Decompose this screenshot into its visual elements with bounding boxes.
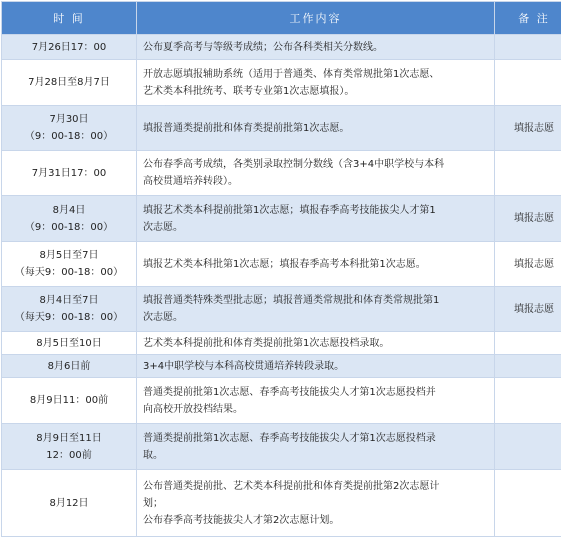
time-cell-line: 8月12日 <box>2 495 136 512</box>
work-cell-line: 填报普通类特殊类型批志愿；填报普通类常规批和体育类常规批第1 <box>143 292 488 309</box>
time-cell <box>2 35 137 60</box>
time-cell <box>2 332 137 355</box>
time-cell-line: 8月4日 <box>2 202 136 219</box>
time-cell-line: 8月6日前 <box>2 358 136 375</box>
header-time: 时 间 <box>2 2 137 35</box>
time-cell-line: 8月5日至10日 <box>2 335 136 352</box>
table-row <box>2 470 561 537</box>
work-cell <box>137 424 495 470</box>
note-cell <box>495 35 561 60</box>
time-cell <box>2 287 137 332</box>
work-cell <box>137 151 495 196</box>
time-cell <box>2 470 137 537</box>
note-cell <box>495 378 561 424</box>
work-cell-line: 普通类提前批第1次志愿、春季高考技能拔尖人才第1次志愿投档录 <box>143 430 488 447</box>
work-cell-line: 公布春季高考成绩，各类别录取控制分数线（含3+4中职学校与本科 <box>143 156 488 173</box>
table-row <box>2 287 561 332</box>
time-cell-line: 7月30日 <box>2 111 136 128</box>
work-cell <box>137 196 495 242</box>
table-row <box>2 332 561 355</box>
note-cell: 填报志愿 <box>495 106 561 151</box>
work-cell <box>137 106 495 151</box>
table-row <box>2 378 561 424</box>
work-cell <box>137 287 495 332</box>
work-cell-line: 艺术类本科批统考、联考专业第1次志愿填报）。 <box>143 83 488 100</box>
time-cell-line: （每天9：00-18：00） <box>2 264 136 281</box>
work-cell-line: 公布春季高考技能拔尖人才第2次志愿计划。 <box>143 512 488 529</box>
work-cell-line: 普通类提前批第1次志愿、春季高考技能拔尖人才第1次志愿投档并 <box>143 384 488 401</box>
time-cell <box>2 355 137 378</box>
time-cell-line: （9：00-18：00） <box>2 219 136 236</box>
time-cell <box>2 196 137 242</box>
note-cell <box>495 355 561 378</box>
table-row <box>2 106 561 151</box>
note-cell: 填报志愿 <box>495 196 561 242</box>
note-cell <box>495 151 561 196</box>
work-cell-line: 次志愿。 <box>143 309 488 326</box>
time-cell-line: 7月31日17：00 <box>2 165 136 182</box>
work-cell-line: 划； <box>143 495 488 512</box>
note-cell <box>495 424 561 470</box>
time-cell <box>2 242 137 287</box>
time-cell-line: 7月28日至8月7日 <box>2 74 136 91</box>
work-cell-line: 开放志愿填报辅助系统（适用于普通类、体育类常规批第1次志愿、 <box>143 66 488 83</box>
time-cell <box>2 378 137 424</box>
time-cell <box>2 424 137 470</box>
work-cell <box>137 242 495 287</box>
note-cell: 填报志愿 <box>495 242 561 287</box>
work-cell <box>137 355 495 378</box>
work-cell <box>137 332 495 355</box>
note-cell <box>495 332 561 355</box>
work-cell-line: 3+4中职学校与本科高校贯通培养转段录取。 <box>143 358 488 375</box>
table-row <box>2 151 561 196</box>
table-row <box>2 35 561 60</box>
note-cell <box>495 60 561 106</box>
time-cell-line: （9：00-18：00） <box>2 128 136 145</box>
work-cell-line: 向高校开放投档结果。 <box>143 401 488 418</box>
admission-schedule-table <box>1 1 561 537</box>
time-cell-line: 8月9日至11日 <box>2 430 136 447</box>
work-cell <box>137 470 495 537</box>
table-row <box>2 424 561 470</box>
work-cell-line: 填报艺术类本科批第1次志愿；填报春季高考本科批第1次志愿。 <box>143 256 488 273</box>
table-header-row <box>2 2 561 35</box>
table-row <box>2 60 561 106</box>
header-work: 工作内容 <box>137 2 495 35</box>
work-cell <box>137 60 495 106</box>
work-cell-line: 填报普通类提前批和体育类提前批第1次志愿。 <box>143 120 488 137</box>
note-cell: 填报志愿 <box>495 287 561 332</box>
time-cell <box>2 60 137 106</box>
work-cell-line: 取。 <box>143 447 488 464</box>
work-cell <box>137 378 495 424</box>
table-row <box>2 196 561 242</box>
time-cell <box>2 106 137 151</box>
time-cell-line: 8月5日至7日 <box>2 247 136 264</box>
time-cell-line: 8月4日至7日 <box>2 292 136 309</box>
work-cell-line: 公布普通类提前批、艺术类本科提前批和体育类提前批第2次志愿计 <box>143 478 488 495</box>
time-cell-line: 7月26日17：00 <box>2 39 136 56</box>
work-cell-line: 次志愿。 <box>143 219 488 236</box>
time-cell <box>2 151 137 196</box>
time-cell-line: 12：00前 <box>2 447 136 464</box>
table-row <box>2 242 561 287</box>
work-cell <box>137 35 495 60</box>
time-cell-line: （每天9：00-18：00） <box>2 309 136 326</box>
note-cell <box>495 470 561 537</box>
work-cell-line: 填报艺术类本科提前批第1次志愿；填报春季高考技能拔尖人才第1 <box>143 202 488 219</box>
work-cell-line: 公布夏季高考与等级考成绩；公布各科类相关分数线。 <box>143 39 488 56</box>
header-note: 备 注 <box>495 2 561 35</box>
time-cell-line: 8月9日11：00前 <box>2 392 136 409</box>
work-cell-line: 艺术类本科提前批和体育类提前批第1次志愿投档录取。 <box>143 335 488 352</box>
work-cell-line: 高校贯通培养转段）。 <box>143 173 488 190</box>
table-row <box>2 355 561 378</box>
